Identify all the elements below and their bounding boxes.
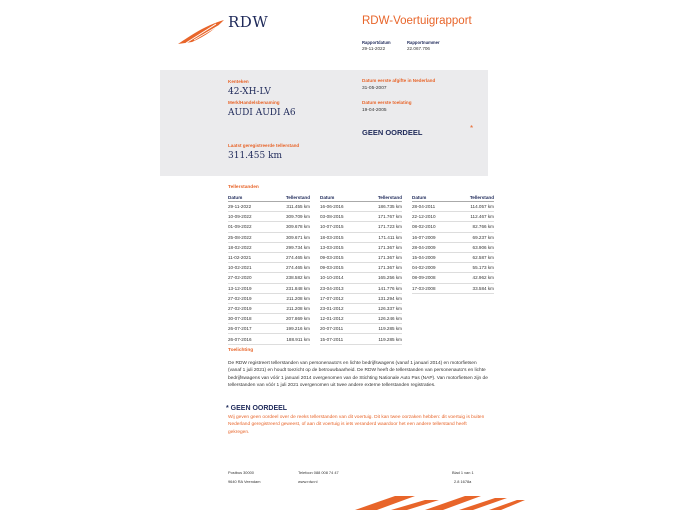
reading-value: 171.367 km — [362, 242, 402, 252]
table-row — [228, 314, 310, 324]
reading-value: 63.906 km — [454, 242, 494, 252]
reading-date: 27-02-2019 — [228, 303, 270, 313]
table-row — [412, 212, 494, 222]
reading-date: 23-01-2012 — [320, 303, 362, 313]
make-value: AUDI AUDI A6 — [228, 108, 296, 118]
readings-table-2 — [320, 193, 402, 345]
reading-value: 119.285 km — [362, 324, 402, 334]
reading-value: 171.767 km — [362, 212, 402, 222]
reading-date: 16-07-2009 — [412, 232, 454, 242]
reading-value: 141.776 km — [362, 283, 402, 293]
table-row — [320, 324, 402, 334]
readings-table-1 — [228, 193, 310, 345]
reading-date: 03-08-2015 — [320, 212, 362, 222]
table-row — [412, 202, 494, 212]
brand-name: RDW — [228, 13, 269, 31]
reading-value: 199.216 km — [270, 324, 310, 334]
first-admission-nl-value: 31-05-2007 — [362, 86, 387, 91]
reading-value: 171.367 km — [362, 263, 402, 273]
reading-value: 309.678 km — [270, 222, 310, 232]
footer-code: 2.8 1678a — [454, 479, 472, 484]
reading-date: 30-07-2018 — [228, 314, 270, 324]
reading-date: 09-03-2015 — [320, 263, 362, 273]
table-row — [320, 303, 402, 313]
reading-date: 08-09-2008 — [412, 273, 454, 283]
table-row — [228, 252, 310, 262]
table-row — [320, 334, 402, 344]
reading-date: 20-07-2011 — [320, 324, 362, 334]
table-row — [228, 273, 310, 283]
make-label: Merk/Handelsbenaming — [228, 100, 280, 105]
report-number-label: Rapportnummer — [407, 40, 440, 45]
date-header: Datum — [320, 193, 362, 202]
reading-date: 16-06-2016 — [320, 202, 362, 212]
reading-date: 10-02-2021 — [228, 263, 270, 273]
reading-date: 17-03-2008 — [412, 283, 454, 293]
first-admission-value: 19-04-2005 — [362, 108, 387, 113]
reading-date: 18-03-2015 — [320, 232, 362, 242]
reading-value: 311.455 km — [270, 202, 310, 212]
value-header: Tellerstand — [270, 193, 310, 202]
footer-web[interactable]: www.rdw.nl — [298, 479, 318, 484]
reading-value: 274.465 km — [270, 252, 310, 262]
reading-value: 126.337 km — [362, 303, 402, 313]
reading-date: 04-02-2009 — [412, 263, 454, 273]
date-header: Datum — [228, 193, 270, 202]
table-row — [228, 334, 310, 344]
footer-phone: Telefoon 088 008 74 47 — [298, 470, 339, 475]
reading-date: 01-09-2022 — [228, 222, 270, 232]
table-row — [320, 212, 402, 222]
reading-date: 10-10-2014 — [320, 273, 362, 283]
reading-value: 33.584 km — [454, 283, 494, 293]
reading-date: 25-08-2022 — [228, 232, 270, 242]
reading-date: 27-02-2019 — [228, 293, 270, 303]
reading-date: 28-04-2011 — [412, 202, 454, 212]
table-row — [228, 263, 310, 273]
reading-value: 42.962 km — [454, 273, 494, 283]
table-row — [412, 283, 494, 293]
reading-date: 26-07-2017 — [228, 324, 270, 334]
vehicle-summary-panel — [160, 70, 488, 176]
table-row — [228, 212, 310, 222]
table-row — [228, 283, 310, 293]
reading-value: 211.208 km — [270, 293, 310, 303]
table-row — [320, 242, 402, 252]
table-row — [320, 314, 402, 324]
report-title: RDW-Voertuigrapport — [362, 15, 472, 27]
reading-date: 28-04-2009 — [412, 242, 454, 252]
footer-postbus: Postbus 30000 — [228, 470, 254, 475]
odometer-label: Laatst geregistreerde tellerstand — [228, 143, 300, 148]
reading-value: 231.848 km — [270, 283, 310, 293]
reading-date: 08-02-2010 — [412, 222, 454, 232]
footer-page: Blad 1 van 1 — [452, 470, 474, 475]
reading-value: 309.709 km — [270, 212, 310, 222]
table-row — [228, 202, 310, 212]
reading-date: 15-04-2009 — [412, 252, 454, 262]
table-row — [228, 242, 310, 252]
note-title: * GEEN OORDEEL — [226, 405, 288, 412]
table-row — [228, 222, 310, 232]
table-row — [412, 222, 494, 232]
report-number: 22.067.706 — [407, 46, 430, 51]
table-row — [412, 263, 494, 273]
readings-table-3 — [412, 193, 494, 294]
table-row — [320, 273, 402, 283]
first-admission-label: Datum eerste toelating — [362, 100, 412, 105]
reading-value: 171.367 km — [362, 252, 402, 262]
report-date: 29-11-2022 — [362, 46, 386, 51]
reading-value: 55.173 km — [454, 263, 494, 273]
reading-date: 29-11-2022 — [228, 202, 270, 212]
reading-value: 309.671 km — [270, 232, 310, 242]
table-row — [320, 252, 402, 262]
reading-date: 27-02-2020 — [228, 273, 270, 283]
table-row — [320, 263, 402, 273]
reading-value: 274.465 km — [270, 263, 310, 273]
reading-value: 112.467 km — [454, 212, 494, 222]
rdw-logo-icon — [176, 18, 226, 48]
reading-date: 10-09-2022 — [228, 212, 270, 222]
plate-value: 42-XH-LV — [228, 87, 271, 97]
table-row — [228, 293, 310, 303]
readings-title: Tellerstanden — [228, 185, 259, 190]
odometer-value: 311.455 km — [228, 151, 283, 161]
plate-label: Kenteken — [228, 79, 249, 84]
table-row — [228, 303, 310, 313]
reading-value: 126.246 km — [362, 314, 402, 324]
reading-value: 119.285 km — [362, 334, 402, 344]
reading-value: 299.734 km — [270, 242, 310, 252]
note-text: Wij geven geen oordeel over de reeks tellerstanden van dit voertuig. Dit kan twee oorzaken hebben: dit voertuig is buiten Nederland geregistreerd geweest, of aan dit voertuig is iets veranderd waardoor het een andere tellerstand heeft gekregen. — [228, 415, 485, 435]
reading-date: 26-07-2016 — [228, 334, 270, 344]
reading-date: 09-03-2015 — [320, 252, 362, 262]
table-row — [320, 202, 402, 212]
table-row — [320, 283, 402, 293]
table-row — [320, 293, 402, 303]
reading-value: 238.582 km — [270, 273, 310, 283]
verdict-star: * — [470, 124, 474, 133]
reading-value: 69.237 km — [454, 232, 494, 242]
table-row — [412, 252, 494, 262]
table-row — [412, 232, 494, 242]
reading-value: 186.735 km — [362, 202, 402, 212]
reading-value: 211.208 km — [270, 303, 310, 313]
reading-value: 188.911 km — [270, 334, 310, 344]
reading-value: 171.411 km — [362, 232, 402, 242]
value-header: Tellerstand — [362, 193, 402, 202]
date-header: Datum — [412, 193, 454, 202]
reading-value: 207.869 km — [270, 314, 310, 324]
reading-date: 17-07-2012 — [320, 293, 362, 303]
verdict: GEEN OORDEEL — [362, 128, 423, 137]
reading-date: 11-02-2021 — [228, 252, 270, 262]
first-admission-nl-label: Datum eerste afgifte in Nederland — [362, 78, 436, 83]
table-row — [228, 324, 310, 334]
reading-value: 165.256 km — [362, 273, 402, 283]
reading-value: 62.587 km — [454, 252, 494, 262]
reading-date: 13-03-2015 — [320, 242, 362, 252]
table-row — [320, 222, 402, 232]
decorative-stripes-icon — [355, 492, 525, 514]
reading-date: 22-12-2010 — [412, 212, 454, 222]
table-row — [412, 242, 494, 252]
reading-date: 12-01-2012 — [320, 314, 362, 324]
reading-value: 82.766 km — [454, 222, 494, 232]
value-header: Tellerstand — [454, 193, 494, 202]
reading-date: 15-07-2011 — [320, 334, 362, 344]
reading-date: 23-04-2013 — [320, 283, 362, 293]
reading-value: 171.723 km — [362, 222, 402, 232]
table-row — [228, 232, 310, 242]
reading-value: 131.294 km — [362, 293, 402, 303]
table-row — [412, 273, 494, 283]
footer-city: 9640 RA Veendam — [228, 479, 261, 484]
table-row — [320, 232, 402, 242]
report-date-label: Rapportdatum — [362, 40, 391, 45]
reading-date: 18-02-2022 — [228, 242, 270, 252]
explanation-title: Toelichting — [228, 348, 254, 353]
explanation-paragraph: De RDW registreert tellerstanden van personenauto's en lichte bedrijfswagens (vanaf 1 januari 2014) en motorfietsen (vanaf 1 juli 2021) en houdt toezicht op de betrouwbaarheid. De RDW heeft de tellerstanden van personenauto's en lichte bedrijfswagens van vóór 1 januari 2014 overgenomen van de Stichting Nationale Auto Pas (NAP). Van motorfietsen zijn de tellerstanden van vóór 1 juli 2021 overgenomen uit twee andere externe tellerstanden registraties. — [228, 361, 488, 388]
reading-date: 10-07-2015 — [320, 222, 362, 232]
reading-date: 13-12-2019 — [228, 283, 270, 293]
reading-value: 114.057 km — [454, 202, 494, 212]
